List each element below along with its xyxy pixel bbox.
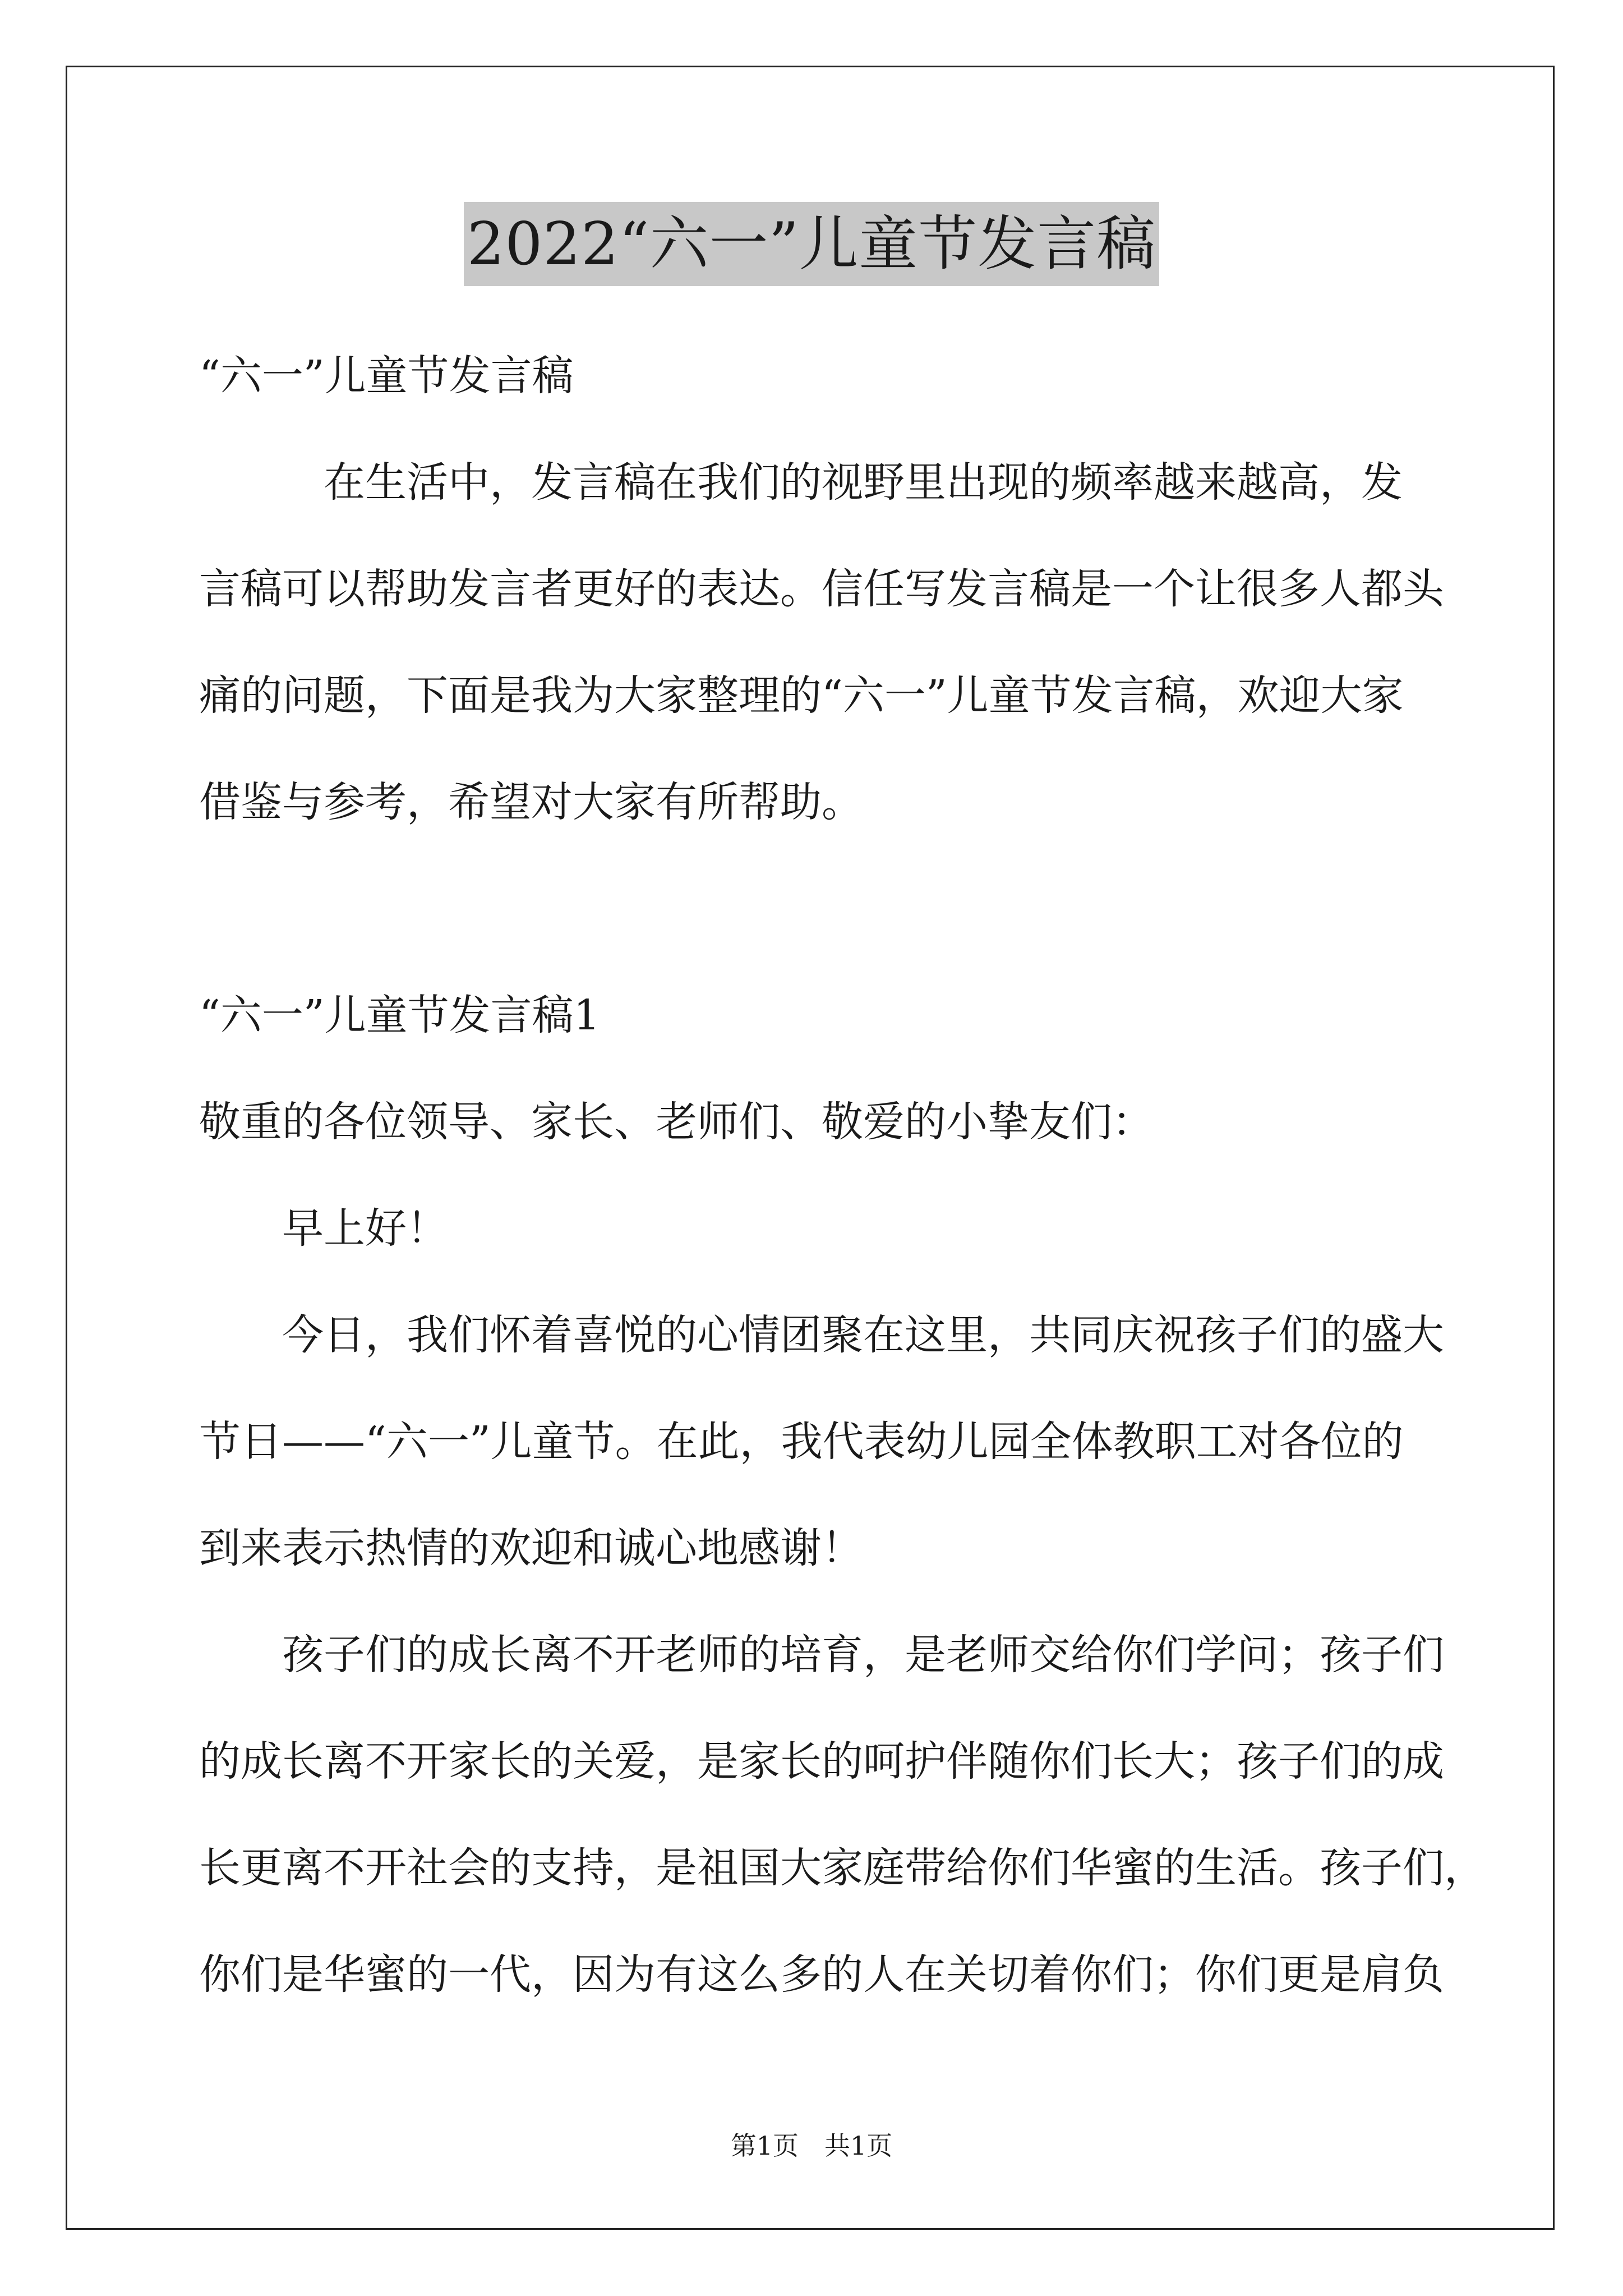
salutation-line: 敬重的各位领导、家长、老师们、敬爱的小挚友们： <box>199 1098 1154 1146</box>
document-title: 2022“六一”儿童节发言稿 <box>464 202 1160 286</box>
text-line: 你们是华蜜的一代，因为有这么多的人在关切着你们；你们更是肩负 <box>199 1950 1444 1999</box>
text-line: 借鉴与参考，希望对大家有所帮助。 <box>199 778 863 826</box>
text-line: 在生活中，发言稿在我们的视野里出现的频率越来越高，发 <box>199 458 1403 507</box>
text-line: 长更离不开社会的支持，是祖国大家庭带给你们华蜜的生活。孩子们， <box>199 1844 1486 1892</box>
section-heading: “六一”儿童节发言稿1 <box>199 991 600 1039</box>
text-line: 言稿可以帮助发言者更好的表达。信任写发言稿是一个让很多人都头 <box>199 565 1444 613</box>
title-container <box>0 202 1623 286</box>
text-line: 痛的问题，下面是我为大家整理的“六一”儿童节发言稿，欢迎大家 <box>199 671 1404 720</box>
text-line: 到来表示热情的欢迎和诚心地感谢！ <box>199 1524 863 1572</box>
text-line: 孩子们的成长离不开老师的培育，是老师交给你们学问；孩子们 <box>199 1631 1444 1679</box>
subtitle-line: “六一”儿童节发言稿 <box>199 352 574 400</box>
greeting-line: 早上好！ <box>199 1204 448 1253</box>
page-footer: 第1页 共1页 <box>730 2131 893 2161</box>
text-line: 节日——“六一”儿童节。在此，我代表幼儿园全体教职工对各位的 <box>199 1418 1404 1466</box>
text-line: 的成长离不开家长的关爱，是家长的呵护伴随你们长大；孩子们的成 <box>199 1737 1444 1786</box>
text-line: 今日，我们怀着喜悦的心情团聚在这里，共同庆祝孩子们的盛大 <box>199 1311 1444 1359</box>
